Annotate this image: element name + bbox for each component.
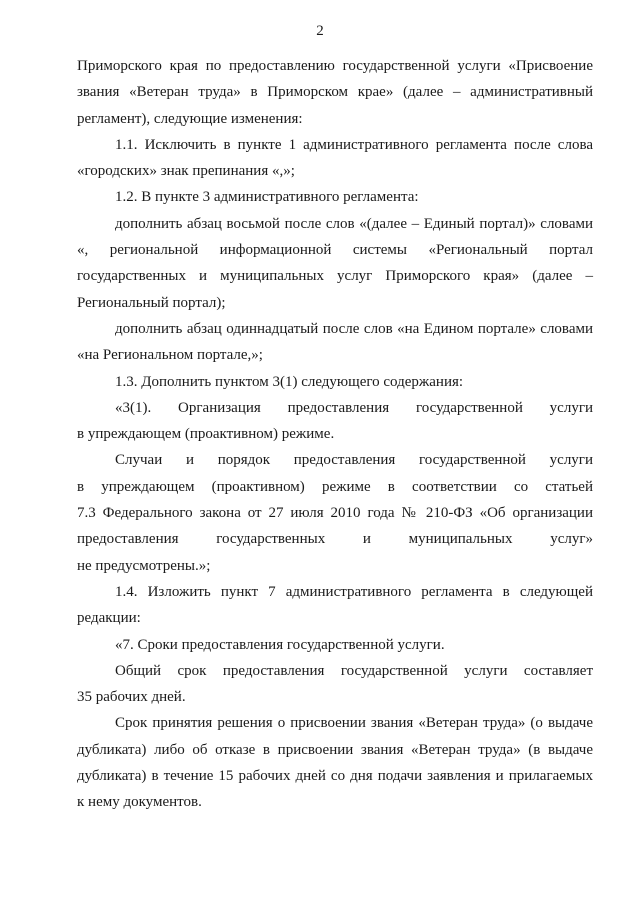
text-line: редакции: (77, 610, 141, 627)
paragraph (77, 211, 593, 316)
text-line: регламент), следующие изменения: (77, 110, 303, 127)
paragraph (77, 316, 593, 369)
text-line: «7. Сроки предоставления государственной услуги. (115, 636, 445, 653)
text-line: Региональный портал); (77, 294, 226, 311)
text-line: Срок принятия решения о присвоении звания «Ветеран труда» (о выдаче (115, 715, 593, 732)
document-body (77, 53, 593, 816)
text-line: в упреждающем (проактивном) режиме. (77, 426, 335, 443)
text-line: «городских» знак препинания «,»; (77, 163, 295, 180)
text-line: к нему документов. (77, 794, 202, 811)
text-line: дубликата) в течение 15 рабочих дней со дня подачи заявления и прилагаемых (77, 768, 593, 785)
text-line: дополнить абзац восьмой после слов «(далее – Единый портал)» словами (115, 215, 593, 232)
text-line: 35 рабочих дней. (77, 689, 186, 706)
text-line: Приморского края по предоставлению государственной услуги «Присвоение (77, 58, 593, 74)
text-line: в упреждающем (проактивном) режиме в соответствии со статьей (77, 478, 593, 495)
page-number: 2 (316, 23, 324, 39)
text-line: 7.3 Федерального закона от 27 июля 2010 года № 210-ФЗ «Об организации (77, 505, 593, 522)
text-line: «на Региональном портале,»; (77, 347, 263, 364)
text-line: дополнить абзац одиннадцатый после слов «на Едином портале» словами (115, 320, 593, 337)
paragraph (77, 579, 593, 632)
text-line: 1.3. Дополнить пунктом 3(1) следующего содержания: (115, 373, 464, 390)
text-line: 1.1. Исключить в пункте 1 административного регламента после слова (115, 136, 593, 153)
paragraph (77, 632, 593, 658)
paragraph (77, 658, 593, 711)
paragraph (77, 710, 593, 815)
paragraph (77, 132, 593, 185)
text-line: «3(1). Организация предоставления государственной услуги (115, 399, 593, 416)
text-line: предоставления государственных и муниципальных услуг» (77, 531, 593, 548)
text-line: не предусмотрены.»; (77, 557, 211, 574)
text-line: Общий срок предоставления государственной услуги составляет (115, 662, 593, 679)
text-line: 1.2. В пункте 3 административного регламента: (115, 189, 419, 206)
paragraph (77, 447, 593, 578)
paragraph (77, 184, 593, 210)
paragraph (77, 395, 593, 448)
paragraph (77, 369, 593, 395)
paragraph (77, 53, 593, 132)
text-line: «, региональной информационной системы «Региональный портал (77, 242, 593, 259)
text-line: государственных и муниципальных услуг Приморского края» (далее – (77, 268, 593, 285)
text-line: 1.4. Изложить пункт 7 административного регламента в следующей (115, 583, 593, 600)
text-line: Случаи и порядок предоставления государственной услуги (115, 452, 593, 469)
text-line: звания «Ветеран труда» в Приморском крае» (далее – административный (77, 84, 593, 101)
text-line: дубликата) либо об отказе в присвоении звания «Ветеран труда» (в выдаче (77, 741, 593, 758)
